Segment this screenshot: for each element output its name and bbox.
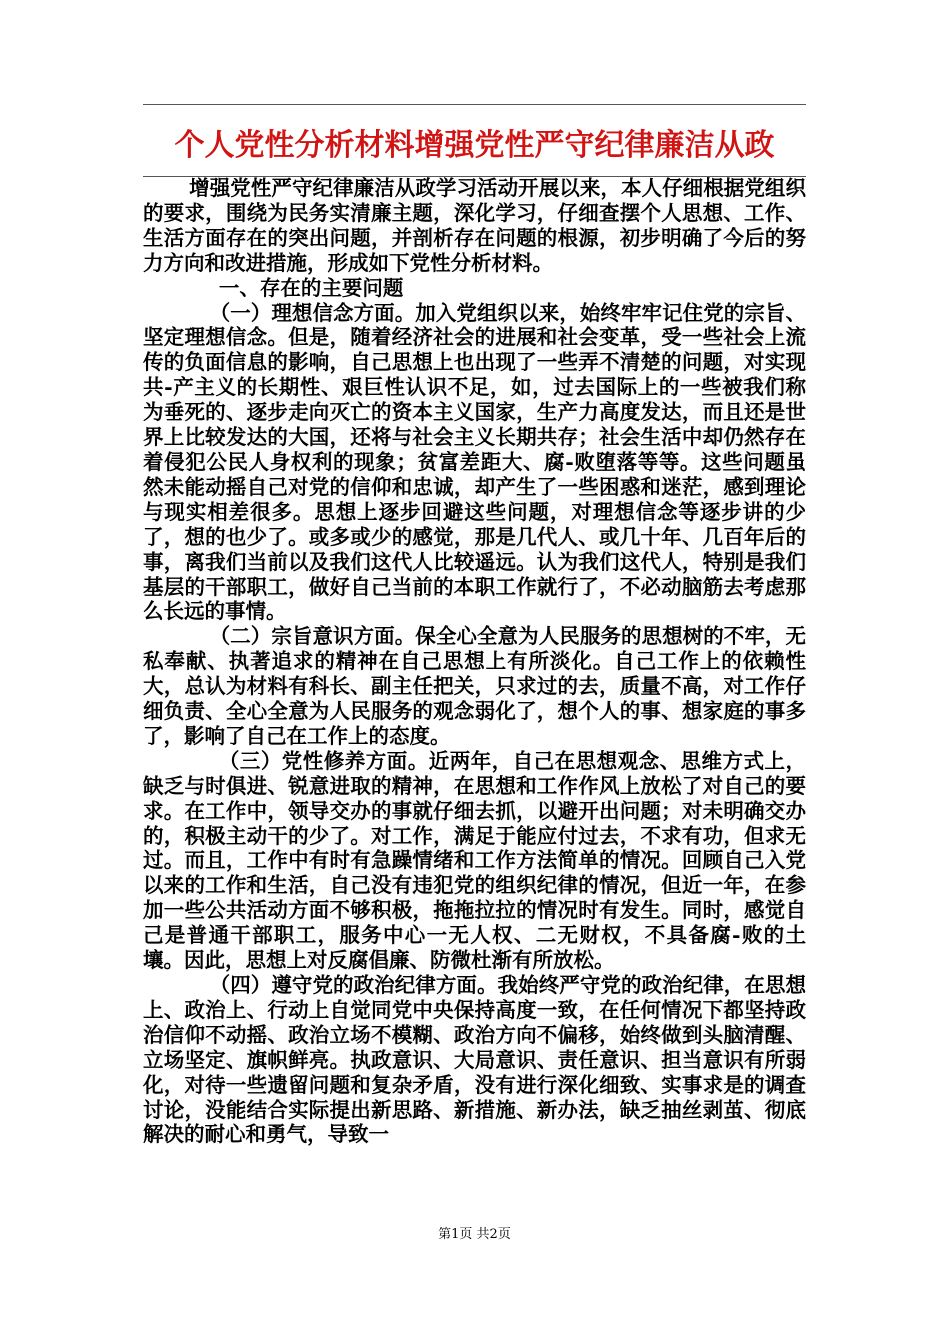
paragraph-intro: 增强党性严守纪律廉洁从政学习活动开展以来，本人仔细根据党组织的要求，围绕为民务实清廉主题，深化学习，仔细查摆个人思想、工作、生活方面存在的突出问题，并剖析存在问题的根源，初步明确了今后的努力方向和改进措施，形成如下党性分析材料。 <box>143 176 806 275</box>
document-title: 个人党性分析材料增强党性严守纪律廉洁从政 <box>174 128 775 163</box>
page-number: 第1页 共2页 <box>438 1227 511 1242</box>
section-heading: 一、存在的主要问题 <box>218 275 404 300</box>
header-rule <box>143 104 806 105</box>
paragraph-political-discipline: （四）遵守党的政治纪律方面。我始终严守党的政治纪律，在思想上、政治上、行动上自觉同党中央保持高度一致，在任何情况下都坚持政治信仰不动摇、政治立场不模糊、政治方向不偏移，始终做到头脑清醒、立场坚定、旗帜鲜亮。执政意识、大局意识、责任意识、担当意识有所弱化，对待一些遗留问题和复杂矛盾，没有进行深化细致、实事求是的调查讨论，没能结合实际提出新思路、新措施、新办法，缺乏抽丝剥茧、彻底解决的耐心和勇气，导致一 <box>143 973 806 1147</box>
paragraph-purpose: （二）宗旨意识方面。保全心全意为人民服务的思想树的不牢，无私奉献、执著追求的精神在自己思想上有所淡化。自己工作上的依赖性大，总认为材料有科长、副主任把关，只求过的去，质量不高，对工作仔细负责、全心全意为人民服务的观念弱化了，想个人的事、想家庭的事多了，影响了自己在工作上的态度。 <box>143 624 806 748</box>
document-body <box>143 176 806 1147</box>
paragraph-ideals: （一）理想信念方面。加入党组织以来，始终牢牢记住党的宗旨、坚定理想信念。但是，随着经济社会的进展和社会变革，受一些社会上流传的负面信息的影响，自己思想上也出现了一些弄不清楚的问题，对实现共-产主义的长期性、艰巨性认识不足，如，过去国际上的一些被我们称为垂死的、逐步走向灭亡的资本主义国家，生产力高度发达，而且还是世界上比较发达的大国，还将与社会主义长期共存；社会生活中却仍然存在着侵犯公民人身权利的现象；贫富差距大、腐-败堕落等等。这些问题虽然未能动摇自己对党的信仰和忠诚，却产生了一些困惑和迷茫，感到理论与现实相差很多。思想上逐步回避这些问题，对理想信念等逐步讲的少了，想的也少了。或多或少的感觉，那是几代人、或几十年、几百年后的事，离我们当前以及我们这代人比较遥远。认为我们这代人，特别是我们基层的干部职工，做好自己当前的本职工作就行了，不必动脑筋去考虑那么长远的事情。 <box>143 300 806 624</box>
paragraph-party-spirit: （三）党性修养方面。近两年，自己在思想观念、思维方式上，缺乏与时俱进、锐意进取的精神，在思想和工作作风上放松了对自己的要求。在工作中，领导交办的事就仔细去抓，以避开出问题；对未明确交办的，积极主动干的少了。对工作，满足于能应付过去，不求有功，但求无过。而且，工作中有时有急躁情绪和工作方法简单的情况。回顾自己入党以来的工作和生活，自己没有违犯党的组织纪律的情况，但近一年，在参加一些公共活动方面不够积极，拖拖拉拉的情况时有发生。同时，感觉自己是普通干部职工，服务中心一无人权、二无财权，不具备腐-败的土壤。因此，思想上对反腐倡廉、防微杜渐有所放松。 <box>143 748 806 973</box>
